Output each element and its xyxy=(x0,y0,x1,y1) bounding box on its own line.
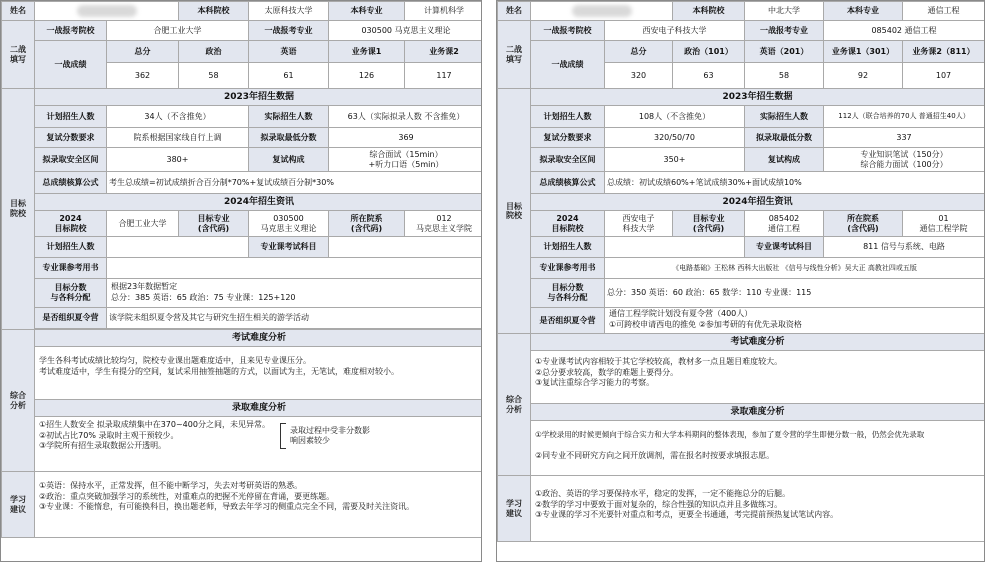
target-2024-value: 合肥工业大学 xyxy=(107,211,179,237)
undergrad-school-label: 本科院校 xyxy=(179,2,249,21)
admit-line: ③学院所有招生录取数据公开透明。 xyxy=(39,441,167,451)
target-scores-label: 目标分数 与各科分配 xyxy=(531,279,605,308)
name-value-blurred xyxy=(531,2,673,21)
score-english: 58 xyxy=(745,63,824,89)
planned-quota-value: 34人（不含推免） xyxy=(107,106,249,128)
advice-line: ③专业课的学习不光要针对重点和考点，更要全书通通，考完提前预热复试笔试内容。 xyxy=(535,510,839,520)
first-target-major-value: 085402 通信工程 xyxy=(824,21,985,41)
first-target-major-label: 一战报考专业 xyxy=(745,21,824,41)
advice-line: ①英语：保持水平，正常发挥，但不能中断学习，失去对考研英语的熟悉。 xyxy=(39,481,303,490)
difficulty-text xyxy=(531,351,985,404)
politics-head: 政治 xyxy=(179,41,249,63)
brace-mark xyxy=(280,423,286,449)
blurred-name xyxy=(77,5,137,17)
ref-books-value xyxy=(107,258,483,279)
min-admit-label: 拟录取最低分数 xyxy=(745,128,824,148)
analysis-label: 综合 分析 xyxy=(2,330,35,472)
undergrad-major-label: 本科专业 xyxy=(824,2,903,21)
actual-quota-label: 实际招生人数 xyxy=(249,106,329,128)
formula-label: 总成绩核算公式 xyxy=(531,172,605,194)
difficulty-title: 考试难度分析 xyxy=(35,330,483,347)
difficulty-line: 考试难度适中，学生有提分的空间，复试采用抽签抽题的方式，以面试为主，无笔试，难度相对较小。 xyxy=(39,366,399,376)
undergrad-school-value: 太原科技大学 xyxy=(249,2,329,21)
difficulty-line: 学生各科考试成绩比较均匀，院校专业课出题难度适中，且来见专业课压分。 xyxy=(39,356,311,365)
score-course2: 107 xyxy=(903,63,985,89)
actual-quota-value: 63人（实际拟录人数 不含推免） xyxy=(329,106,483,128)
ref-books-label: 专业课参考用书 xyxy=(35,258,107,279)
safe-range-value: 380+ xyxy=(107,148,249,172)
name-label: 姓名 xyxy=(498,2,531,21)
difficulty-title: 考试难度分析 xyxy=(531,334,985,351)
difficulty-line: ①专业课考试内容相较于其它学校较高，教材多一点且题目难度较大。 xyxy=(535,357,783,367)
retest-req-label: 复试分数要求 xyxy=(531,128,605,148)
score-course1: 92 xyxy=(824,63,903,89)
undergrad-major-value: 通信工程 xyxy=(903,2,985,21)
first-target-major-value: 030500 马克思主义理论 xyxy=(329,21,483,41)
english-head: 英语（201） xyxy=(745,41,824,63)
score-total: 320 xyxy=(605,63,673,89)
min-admit-value: 369 xyxy=(329,128,483,148)
admit-text xyxy=(35,417,483,472)
dept-value: 01 通信工程学院 xyxy=(903,211,985,237)
admit-note-wrap xyxy=(39,420,479,452)
formula-value: 考生总成绩=初试成绩折合百分制*70%+复试成绩百分制*30% xyxy=(107,172,483,194)
advice-label: 学习 建议 xyxy=(498,476,531,542)
name-label: 姓名 xyxy=(2,2,35,21)
name-value-blurred xyxy=(35,2,179,21)
admit-title: 录取难度分析 xyxy=(531,404,985,421)
analysis-label: 综合 分析 xyxy=(498,334,531,476)
retest-form-value: 专业知识笔试（150分） 综合能力面试（100分） xyxy=(824,148,985,172)
retest-form-value: 综合面试（15min） +听力口语（5min） xyxy=(329,148,483,172)
undergrad-major-label: 本科专业 xyxy=(329,2,405,21)
min-admit-label: 拟录取最低分数 xyxy=(249,128,329,148)
exam-subject-label: 专业课考试科目 xyxy=(745,237,824,258)
score-english: 61 xyxy=(249,63,329,89)
summer-camp-line1: 通信工程学院计划没有夏令营（400人） xyxy=(609,309,753,318)
target-scores-line1: 根据23年数据暂定 xyxy=(111,282,178,291)
undergrad-school-value: 中北大学 xyxy=(745,2,824,21)
difficulty-line: ③复试注重综合学习能力的考察。 xyxy=(535,378,655,388)
course1-head: 业务课1 xyxy=(329,41,405,63)
formula-value: 总成绩：初试成绩60%+笔试成绩30%+面试成绩10% xyxy=(605,172,985,194)
info-2024-title: 2024年招生资讯 xyxy=(531,194,985,211)
first-target-school-label: 一战报考院校 xyxy=(531,21,605,41)
safe-range-label: 拟录取安全区间 xyxy=(35,148,107,172)
summer-camp-value: 该学院未组织夏令营及其它与研究生招生相关的游学活动 xyxy=(107,308,483,329)
retest-req-label: 复试分数要求 xyxy=(35,128,107,148)
score-politics: 58 xyxy=(179,63,249,89)
score-politics: 63 xyxy=(673,63,745,89)
undergrad-school-label: 本科院校 xyxy=(673,2,745,21)
planned-quota-label: 计划招生人数 xyxy=(531,106,605,128)
target-major-value: 030500 马克思主义理论 xyxy=(249,211,329,237)
retest-form-label: 复试构成 xyxy=(745,148,824,172)
course2-head: 业务课2 xyxy=(405,41,483,63)
target-major-label: 目标专业 (含代码) xyxy=(673,211,745,237)
left-table xyxy=(1,1,482,538)
retest-req-value: 320/50/70 xyxy=(605,128,745,148)
first-target-school-label: 一战报考院校 xyxy=(35,21,107,41)
admit-title: 录取难度分析 xyxy=(35,400,483,417)
retest-form-label: 复试构成 xyxy=(249,148,329,172)
retest-req-value: 院系根据国家线自行上调 xyxy=(107,128,249,148)
target-scores-line2: 总分：385 英语：65 政治：75 专业课：125+120 xyxy=(111,292,296,302)
first-target-school-value: 合肥工业大学 xyxy=(107,21,249,41)
admit-line: ①招生人数安全 拟录取成绩集中在370~400分之间，未见异常。 xyxy=(39,420,270,429)
admit-text xyxy=(531,421,985,476)
target-major-label: 目标专业 (含代码) xyxy=(179,211,249,237)
planned-quota-label: 计划招生人数 xyxy=(35,106,107,128)
formula-label: 总成绩核算公式 xyxy=(35,172,107,194)
target-2024-label: 2024 目标院校 xyxy=(531,211,605,237)
score-course2: 117 xyxy=(405,63,483,89)
first-target-school-value: 西安电子科技大学 xyxy=(605,21,745,41)
target-major-value: 085402 通信工程 xyxy=(745,211,824,237)
admit-line: ①学校录用的时候更倾向于综合实力和大学本科期间的整体表现，参加了夏令营的学生即便分数一般，仍然会优先录取 xyxy=(535,430,925,440)
admit-list xyxy=(39,420,270,452)
second-fill-label: 二战 填写 xyxy=(498,21,531,89)
quota-2024-label: 计划招生人数 xyxy=(35,237,107,258)
actual-quota-label: 实际招生人数 xyxy=(745,106,824,128)
second-fill-label: 二战 填写 xyxy=(2,21,35,89)
course1-head: 业务课1（301） xyxy=(824,41,903,63)
admit-note: 录取过程中受非分数影 响因素较少 xyxy=(289,426,370,445)
advice-line: ③专业课：不能惰怠，有可能换科目，换出题老师，导致去年学习的侧重点完全不同，需要及时关注资讯。 xyxy=(39,502,415,512)
advice-label: 学习 建议 xyxy=(2,472,35,538)
ref-books-value: 《电路基础》王松林 西科大出版社 《信号与线性分析》吴大正 高教社四或五版 xyxy=(605,258,985,279)
score-course1: 126 xyxy=(329,63,405,89)
difficulty-line: ②总分要求较高，数学的难题上要得分。 xyxy=(535,367,679,377)
target-2024-label: 2024 目标院校 xyxy=(35,211,107,237)
quota-2024-label: 计划招生人数 xyxy=(531,237,605,258)
safe-range-label: 拟录取安全区间 xyxy=(531,148,605,172)
left-student-card xyxy=(0,0,482,562)
admit-line: ②初试占比70% 录取时主观干预较少。 xyxy=(39,430,179,440)
min-admit-value: 337 xyxy=(824,128,985,148)
info-2024-title: 2024年招生资讯 xyxy=(35,194,483,211)
target-2024-value: 西安电子 科技大学 xyxy=(605,211,673,237)
blurred-name xyxy=(572,5,632,17)
planned-quota-value: 108人（不含推免） xyxy=(605,106,745,128)
advice-line: ②政治：重点突破加强学习的系统性，对重难点的把握不光停留在背诵，要更练题。 xyxy=(39,491,335,501)
target-scores-label: 目标分数 与各科分配 xyxy=(35,279,107,308)
first-target-major-label: 一战报考专业 xyxy=(249,21,329,41)
total-head: 总分 xyxy=(605,41,673,63)
first-score-label: 一战成绩 xyxy=(531,41,605,89)
ref-books-label: 专业课参考用书 xyxy=(531,258,605,279)
dept-label: 所在院系 (含代码) xyxy=(329,211,405,237)
summer-camp-value xyxy=(605,308,985,334)
difficulty-text xyxy=(35,347,483,400)
exam-subject-value: 811 信号与系统、电路 xyxy=(824,237,985,258)
total-head: 总分 xyxy=(107,41,179,63)
data-2023-title: 2023年招生数据 xyxy=(35,89,483,106)
advice-line: ①政治、英语的学习要保持水平，稳定的发挥，一定不能拖总分的后腿。 xyxy=(535,489,791,499)
target-scores-value: 总分：350 英语：60 政治：65 数学：110 专业课：115 xyxy=(605,279,985,308)
quota-2024-value xyxy=(107,237,249,258)
right-table xyxy=(497,1,985,542)
score-total: 362 xyxy=(107,63,179,89)
politics-head: 政治（101） xyxy=(673,41,745,63)
target-school-label: 目标 院校 xyxy=(498,89,531,334)
target-school-label: 目标 院校 xyxy=(2,89,35,330)
right-student-card xyxy=(496,0,985,562)
advice-text xyxy=(35,472,483,538)
dept-value: 012 马克思主义学院 xyxy=(405,211,483,237)
english-head: 英语 xyxy=(249,41,329,63)
exam-subject-label: 专业课考试科目 xyxy=(249,237,329,258)
actual-quota-value: 112人（联合培养的70人 普通招生40人） xyxy=(824,106,985,128)
target-scores-value xyxy=(107,279,483,308)
advice-line: ②数学的学习中要致于面对复杂的，综合性强的知识点并且多做练习。 xyxy=(535,499,783,509)
data-2023-title: 2023年招生数据 xyxy=(531,89,985,106)
course2-head: 业务课2（811） xyxy=(903,41,985,63)
admit-line: ②同专业不同研究方向之间开放调剂，需在报名时按要求填报志愿。 xyxy=(535,451,775,461)
quota-2024-value xyxy=(605,237,745,258)
first-score-label: 一战成绩 xyxy=(35,41,107,89)
exam-subject-value xyxy=(329,237,483,258)
summer-camp-label: 是否组织夏令营 xyxy=(531,308,605,334)
summer-camp-label: 是否组织夏令营 xyxy=(35,308,107,329)
summer-camp-line2: ①可跨校申请西电的推免 ②参加考研的有优先录取资格 xyxy=(609,319,802,329)
dept-label: 所在院系 (含代码) xyxy=(824,211,903,237)
undergrad-major-value: 计算机科学 xyxy=(405,2,483,21)
safe-range-value: 350+ xyxy=(605,148,745,172)
advice-text xyxy=(531,476,985,542)
